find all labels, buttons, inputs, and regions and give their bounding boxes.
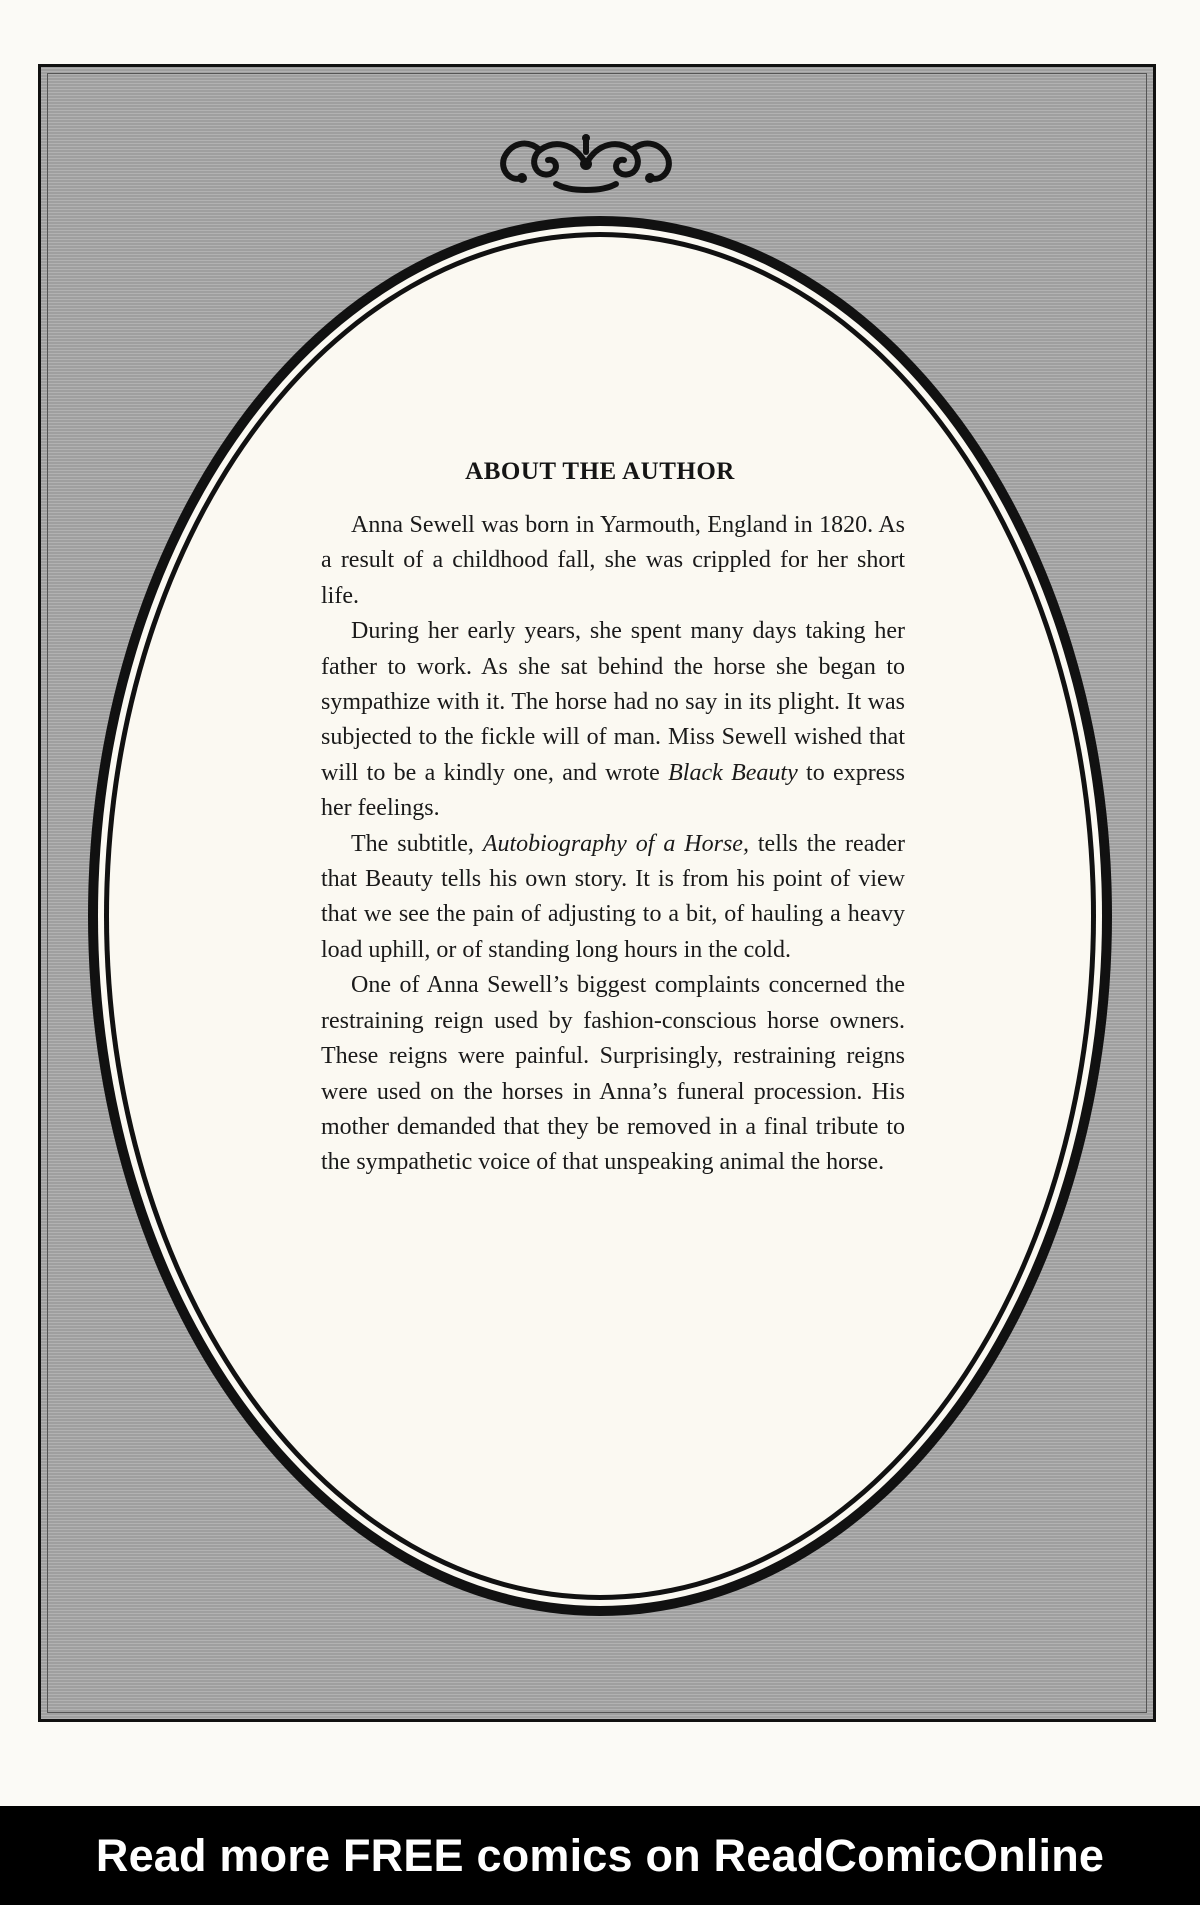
book-title-black-beauty: Black Beauty [668,759,798,786]
book-subtitle: Autobiography of a Horse, [482,830,749,857]
promo-banner[interactable] [0,1806,1200,1905]
paragraph-4: One of Anna Sewell’s biggest complaints concerned the restraining reign used by fashion-conscious horse owners. These reigns were painful. Surprisingly, restraining reigns were used on the horses in Anna’s funeral procession. His mother demanded that they be removed in a final tribute to the sympathetic voice of that unspeaking animal the horse. [321,972,905,1176]
paragraph-3-text-a: The subtitle, [351,830,483,857]
paragraph-2 [321,614,905,826]
scroll-ornament-icon [496,130,676,198]
article-body [321,508,905,1181]
paragraph-2-text-b: to express her feelings. [321,759,906,822]
page-title: ABOUT THE AUTHOR [465,458,735,485]
promo-banner-text[interactable]: Read more FREE comics on ReadComicOnline [95,1829,1105,1881]
paragraph-2-text-a: During her early years, she spent many days taking her father to work. As she sat behind the horse she began to sympathize with it. The horse had no say in its plight. It was subjected to the fickle will of man. Miss Sewell wished that will to be a kindly one, and wrote [321,618,905,786]
paragraph-3 [321,827,905,969]
paragraph-3-text-b: tells the reader that Beauty tells his own story. It is from his point of view that we see the pain of adjusting to a bit, of hauling a heavy load uphill, or of standing long hours in the cold. [321,830,905,963]
paragraph-1: Anna Sewell was born in Yarmouth, England in 1820. As a result of a childhood fall, she was crippled for her short life. [321,512,905,609]
